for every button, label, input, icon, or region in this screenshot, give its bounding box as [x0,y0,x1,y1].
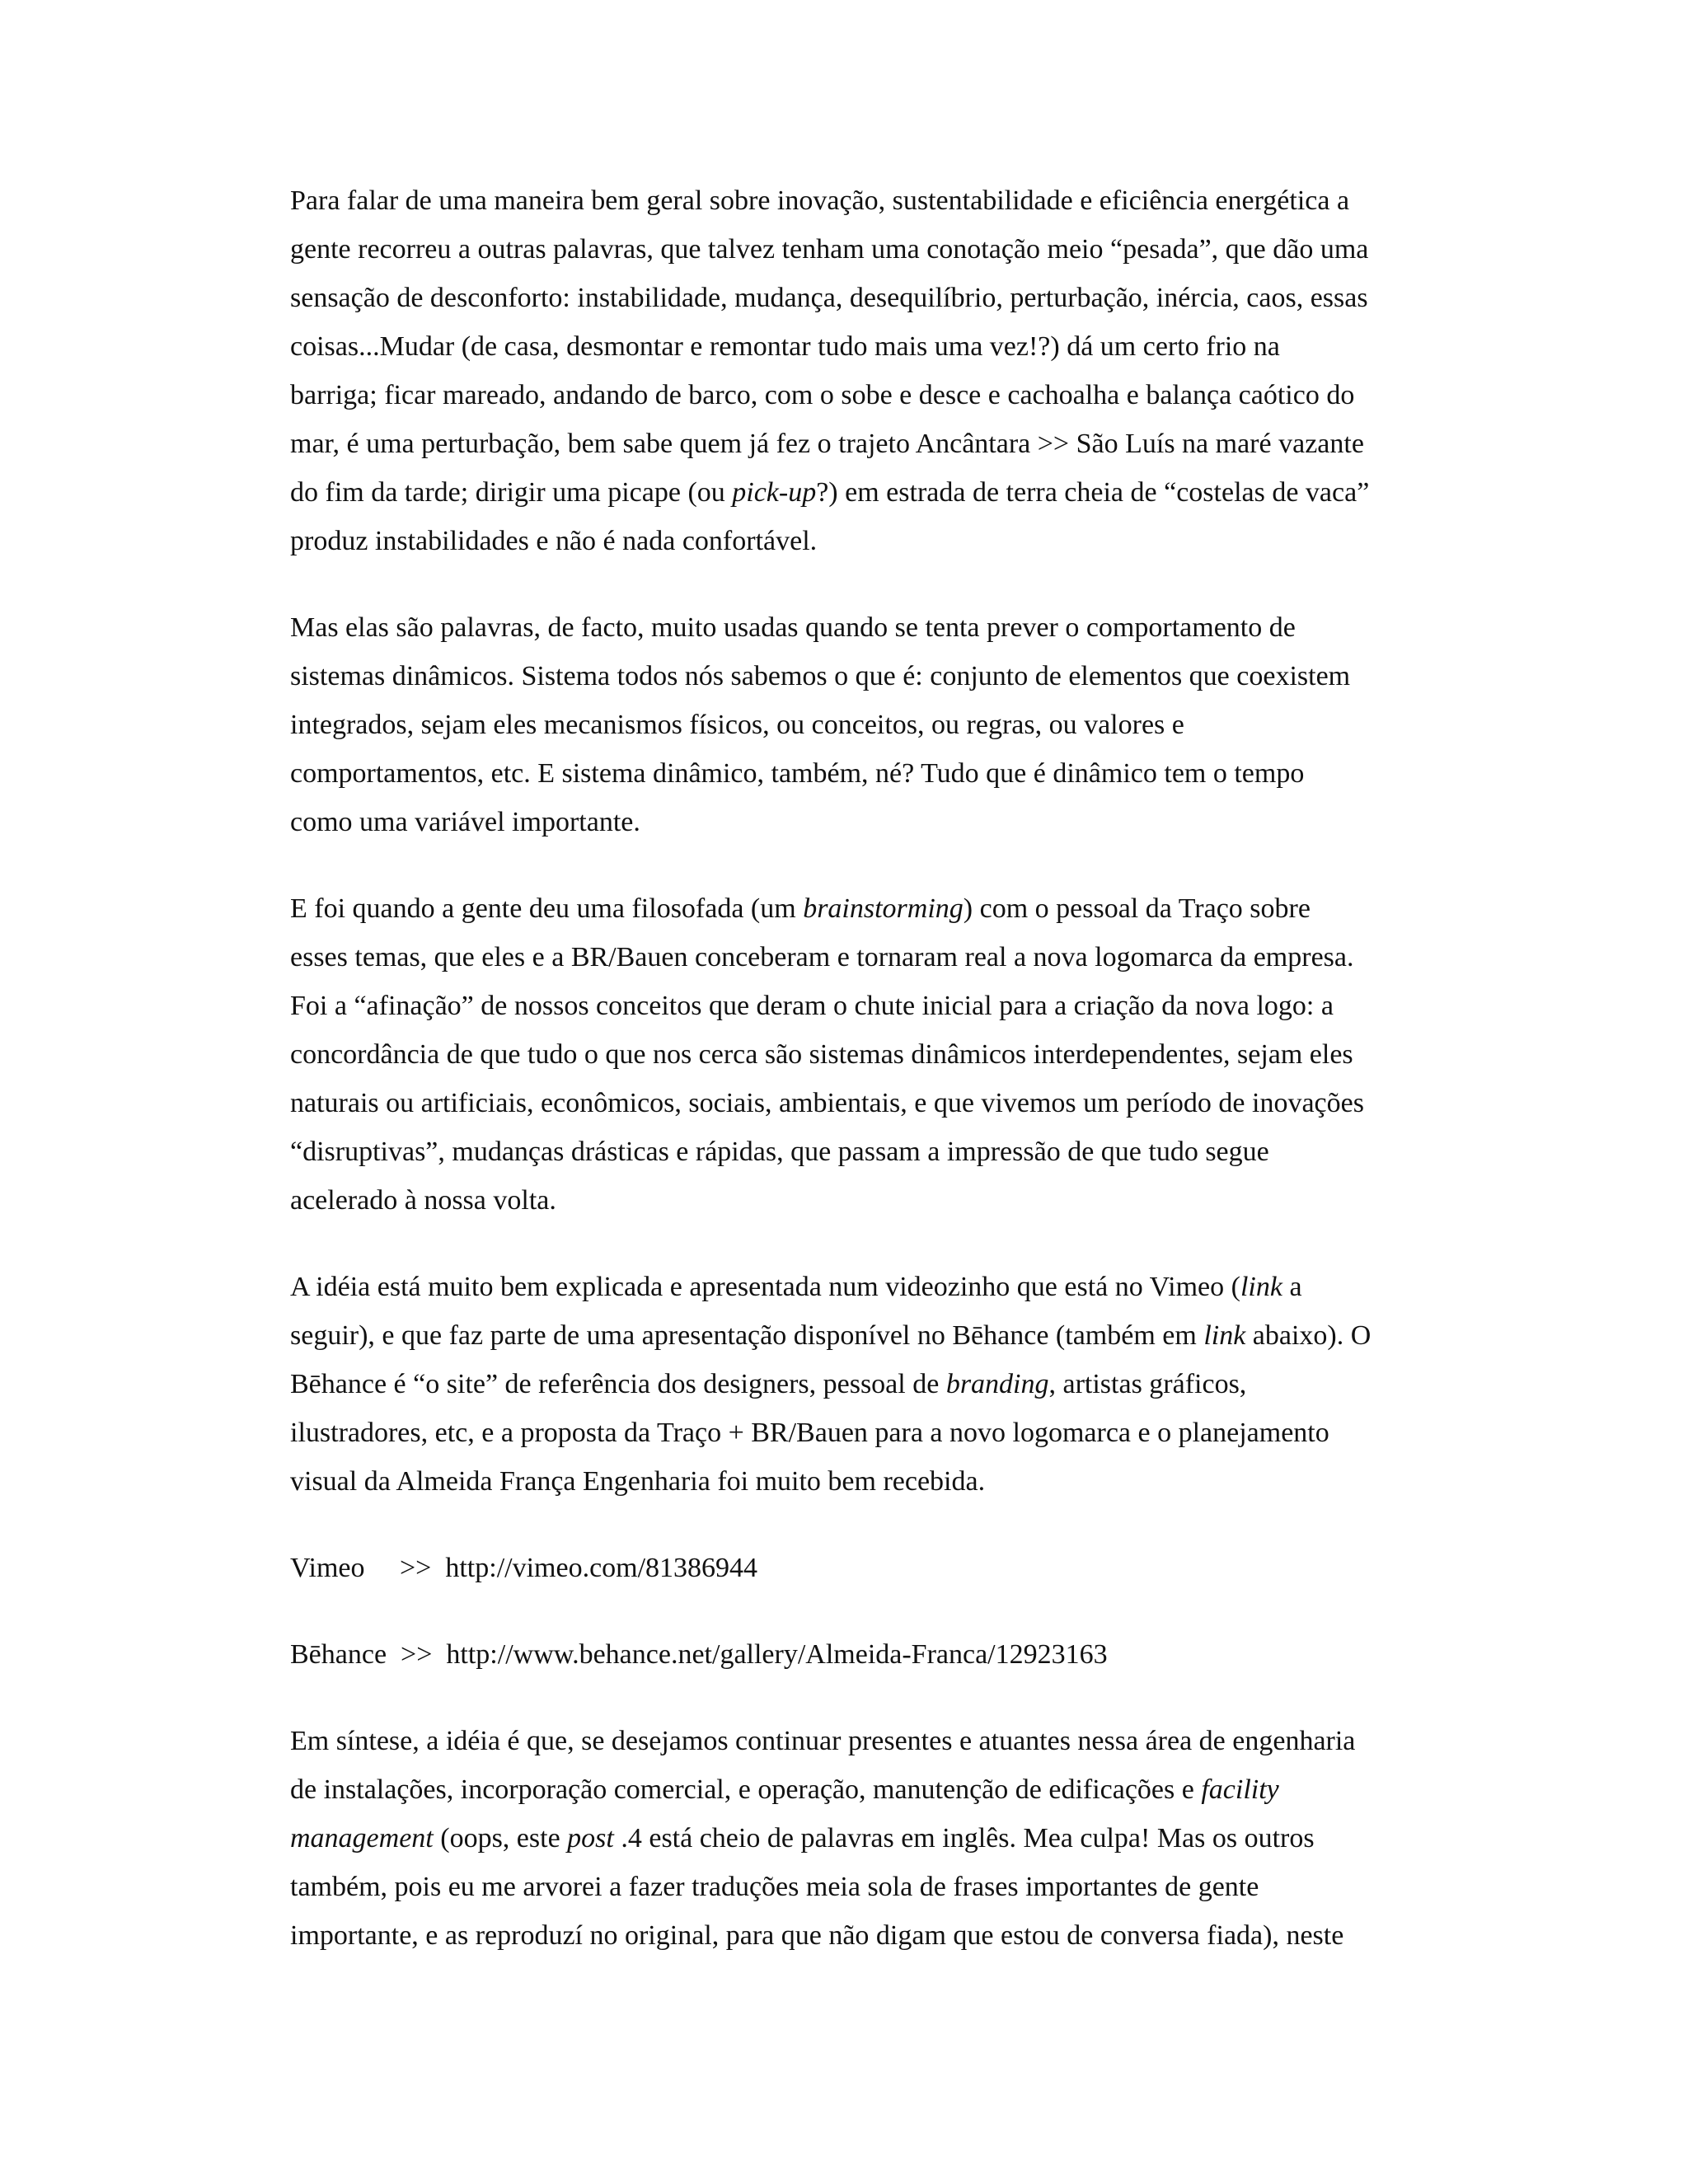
italic-text: brainstorming [803,893,964,924]
text-line [290,1717,1428,1765]
text-line [290,652,1428,701]
paragraph-intro [290,176,1428,565]
text-segment: a [1282,1272,1302,1302]
text-line [290,1263,1428,1311]
text-segment: A idéia está muito bem explicada e apresentada num videozinho que está no Vimeo ( [290,1272,1240,1302]
text-line [290,933,1428,982]
text-segment: comportamentos, etc. E sistema dinâmico, também, né? Tudo que é dinâmico tem o tempo [290,758,1305,789]
text-segment: (oops, este [433,1823,568,1854]
text-segment: Mas elas são palavras, de facto, muito usadas quando se tenta prever o comportamento de [290,612,1296,643]
text-line [290,1911,1428,1960]
text-segment: ?) em estrada de terra cheia de “costelas de vaca” [816,477,1370,508]
behance-arrow: >> [401,1639,433,1670]
text-segment: ilustradores, etc, e a proposta da Traço + BR/Bauen para a novo logomarca e o planejamento [290,1418,1329,1448]
behance-label: Bēhance [290,1639,387,1670]
paragraph-synthesis [290,1717,1428,1960]
paragraph-dynamic-systems [290,603,1428,846]
italic-text: link [1203,1320,1246,1351]
text-line [290,1360,1428,1408]
text-segment: acelerado à nossa volta. [290,1185,556,1216]
text-column [290,176,1428,1960]
text-line [290,1765,1428,1814]
text-segment: seguir), e que faz parte de uma apresentação disponível no Bēhance (também em [290,1320,1204,1351]
text-line [290,225,1428,274]
text-segment: E foi quando a gente deu uma filosofada (um [290,893,804,924]
text-line [290,1176,1428,1225]
text-segment: coisas...Mudar (de casa, desmontar e remontar tudo mais uma vez!?) dá um certo frio na [290,331,1280,362]
text-segment: .4 está cheio de palavras em inglês. Mea culpa! Mas os outros [613,1823,1315,1854]
text-line [290,371,1428,419]
text-segment: como uma variável importante. [290,807,640,837]
italic-text: management [290,1823,434,1854]
italic-text: pick-up [732,477,817,508]
text-segment: mar, é uma perturbação, bem sabe quem já fez o trajeto Ancântara >> São Luís na maré vazante [290,429,1364,459]
text-line [290,1408,1428,1457]
text-segment: , artistas gráficos, [1048,1369,1247,1399]
text-line [290,176,1428,225]
text-line [290,322,1428,371]
paragraph-brainstorming [290,884,1428,1225]
text-line [290,1127,1428,1176]
vimeo-link-line [290,1544,1428,1592]
vimeo-link[interactable]: http://vimeo.com/81386944 [445,1553,758,1583]
text-segment: “disruptivas”, mudanças drásticas e rápidas, que passam a impressão de que tudo segue [290,1137,1269,1167]
italic-text: branding [945,1369,1049,1399]
text-segment: ) com o pessoal da Traço sobre [963,893,1311,924]
text-segment: de instalações, incorporação comercial, e operação, manutenção de edificações e [290,1774,1202,1805]
text-line [290,701,1428,749]
text-segment: gente recorreu a outras palavras, que talvez tenham uma conotação meio “pesada”, que dão uma [290,234,1369,265]
text-segment: Bēhance é “o site” de referência dos designers, pessoal de [290,1369,946,1399]
text-segment: integrados, sejam eles mecanismos físicos, ou conceitos, ou regras, ou valores e [290,710,1184,740]
text-segment: importante, e as reproduzí no original, para que não digam que estou de conversa fiada), neste [290,1920,1344,1951]
italic-text: facility [1201,1774,1279,1805]
text-segment: Para falar de uma maneira bem geral sobre inovação, sustentabilidade e eficiência energética a [290,185,1350,216]
text-line [290,1814,1428,1863]
italic-text: link [1240,1272,1282,1302]
text-line [290,1311,1428,1360]
text-segment: do fim da tarde; dirigir uma picape (ou [290,477,733,508]
text-line [290,1863,1428,1911]
behance-link[interactable]: http://www.behance.net/gallery/Almeida-Franca/12923163 [446,1639,1108,1670]
text-segment: visual da Almeida França Engenharia foi muito bem recebida. [290,1466,986,1497]
text-segment: sistemas dinâmicos. Sistema todos nós sabemos o que é: conjunto de elementos que coexistem [290,661,1351,691]
text-segment: concordância de que tudo o que nos cerca são sistemas dinâmicos interdependentes, sejam eles [290,1039,1353,1070]
text-segment: naturais ou artificiais, econômicos, sociais, ambientais, e que vivemos um período de inovações [290,1088,1364,1118]
text-line [290,798,1428,846]
text-line [290,982,1428,1030]
text-line [290,517,1428,565]
text-segment: produz instabilidades e não é nada confortável. [290,526,818,556]
text-segment: Em síntese, a idéia é que, se desejamos continuar presentes e atuantes nessa área de engenharia [290,1726,1356,1756]
behance-link-line [290,1630,1428,1679]
text-segment: abaixo). O [1245,1320,1372,1351]
text-line [290,1079,1428,1127]
text-segment: esses temas, que eles e a BR/Bauen conceberam e tornaram real a nova logomarca da empresa. [290,942,1354,972]
text-segment: sensação de desconforto: instabilidade, mudança, desequilíbrio, perturbação, inércia, caos, essas [290,283,1368,313]
text-line [290,1457,1428,1506]
text-line [290,884,1428,933]
text-line [290,274,1428,322]
text-line [290,1030,1428,1079]
vimeo-label: Vimeo [290,1553,365,1583]
text-segment: Foi a “afinação” de nossos conceitos que deram o chute inicial para a criação da nova logo: a [290,991,1334,1021]
vimeo-arrow: >> [400,1553,432,1583]
text-line [290,749,1428,798]
text-segment: também, pois eu me arvorei a fazer traduções meia sola de frases importantes de gente [290,1872,1259,1902]
text-line [290,603,1428,652]
text-line [290,468,1428,517]
paragraph-presentation [290,1263,1428,1506]
text-segment: barriga; ficar mareado, andando de barco, com o sobe e desce e cachoalha e balança caótico do [290,380,1355,410]
italic-text: post [567,1823,614,1854]
text-line [290,419,1428,468]
